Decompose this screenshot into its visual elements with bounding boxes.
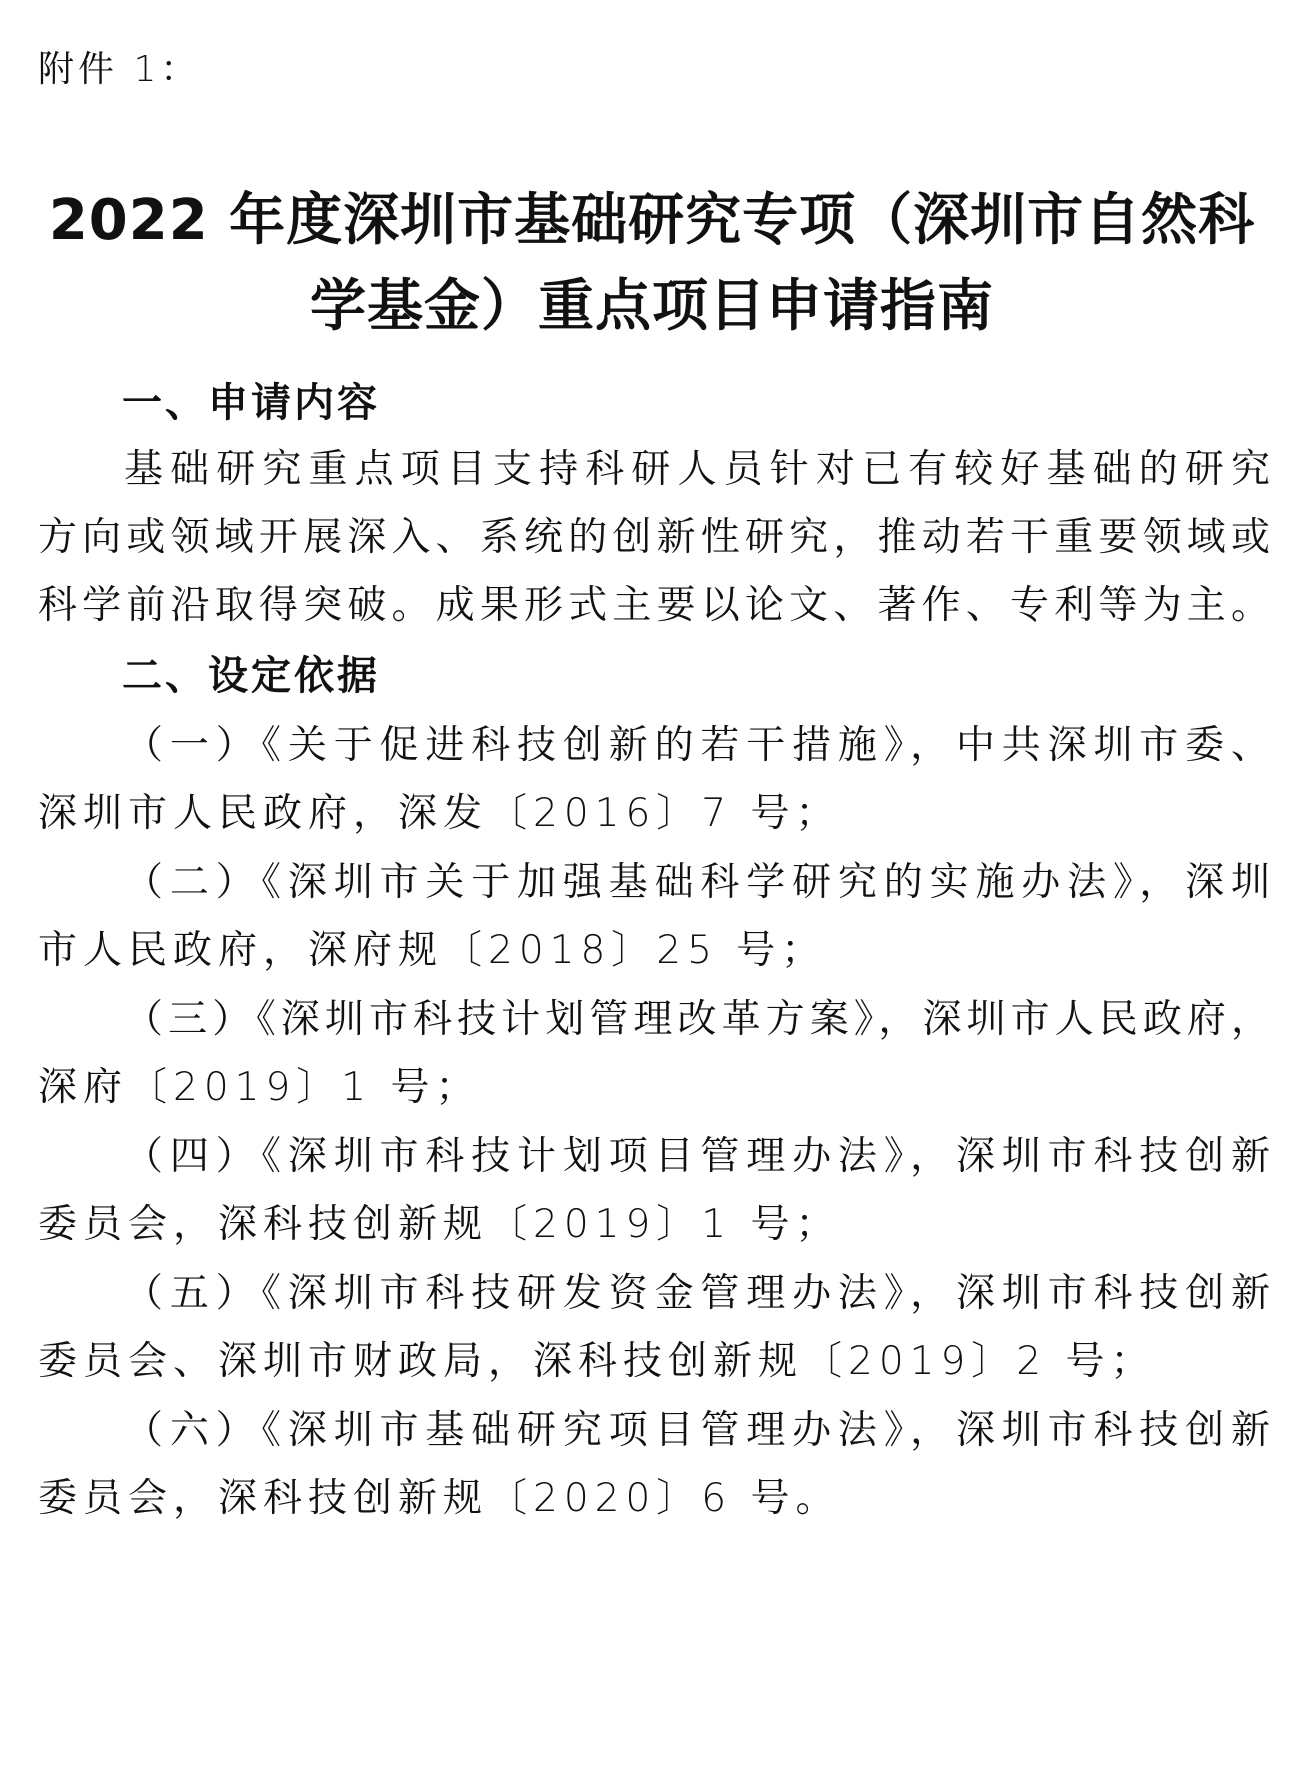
- section-heading-application-content: 一、申请内容: [122, 380, 380, 426]
- basis-item-4-line-2: 委员会，深科技创新规〔2019〕1 号；: [38, 1202, 841, 1247]
- basis-item-1-line-1: （一）《关于促进科技创新的若干措施》，中共深圳市委、: [124, 723, 1270, 768]
- basis-item-3-line-2: 深府〔2019〕1 号；: [38, 1065, 481, 1110]
- basis-item-1-line-2: 深圳市人民政府，深发〔2016〕7 号；: [38, 791, 841, 836]
- basis-item-5-line-2: 委员会、深圳市财政局，深科技创新规〔2019〕2 号；: [38, 1339, 1156, 1384]
- title-line-2: 学基金）重点项目申请指南: [310, 274, 994, 339]
- basis-item-6-line-2: 委员会，深科技创新规〔2020〕6 号。: [38, 1476, 841, 1521]
- paragraph-line: 科学前沿取得突破。成果形式主要以论文、著作、专利等为主。: [38, 583, 1270, 628]
- basis-item-2-line-1: （二）《深圳市关于加强基础科学研究的实施办法》，深圳: [124, 860, 1270, 905]
- attachment-label: 附件 1：: [38, 49, 201, 90]
- paragraph-line: 基础研究重点项目支持科研人员针对已有较好基础的研究: [124, 447, 1270, 492]
- basis-item-5-line-1: （五）《深圳市科技研发资金管理办法》，深圳市科技创新: [124, 1271, 1270, 1316]
- basis-item-3-line-1: （三）《深圳市科技计划管理改革方案》，深圳市人民政府，: [124, 997, 1270, 1042]
- basis-item-2-line-2: 市人民政府，深府规〔2018〕25 号；: [38, 928, 827, 973]
- basis-item-4-line-1: （四）《深圳市科技计划项目管理办法》，深圳市科技创新: [124, 1134, 1270, 1179]
- title-line-1: 2022 年度深圳市基础研究专项（深圳市自然科: [48, 188, 1256, 253]
- document-title: [30, 178, 1274, 350]
- section-heading-basis: 二、设定依据: [122, 653, 380, 699]
- basis-item-6-line-1: （六）《深圳市基础研究项目管理办法》，深圳市科技创新: [124, 1408, 1270, 1453]
- paragraph-line: 方向或领域开展深入、系统的创新性研究，推动若干重要领域或: [38, 515, 1270, 560]
